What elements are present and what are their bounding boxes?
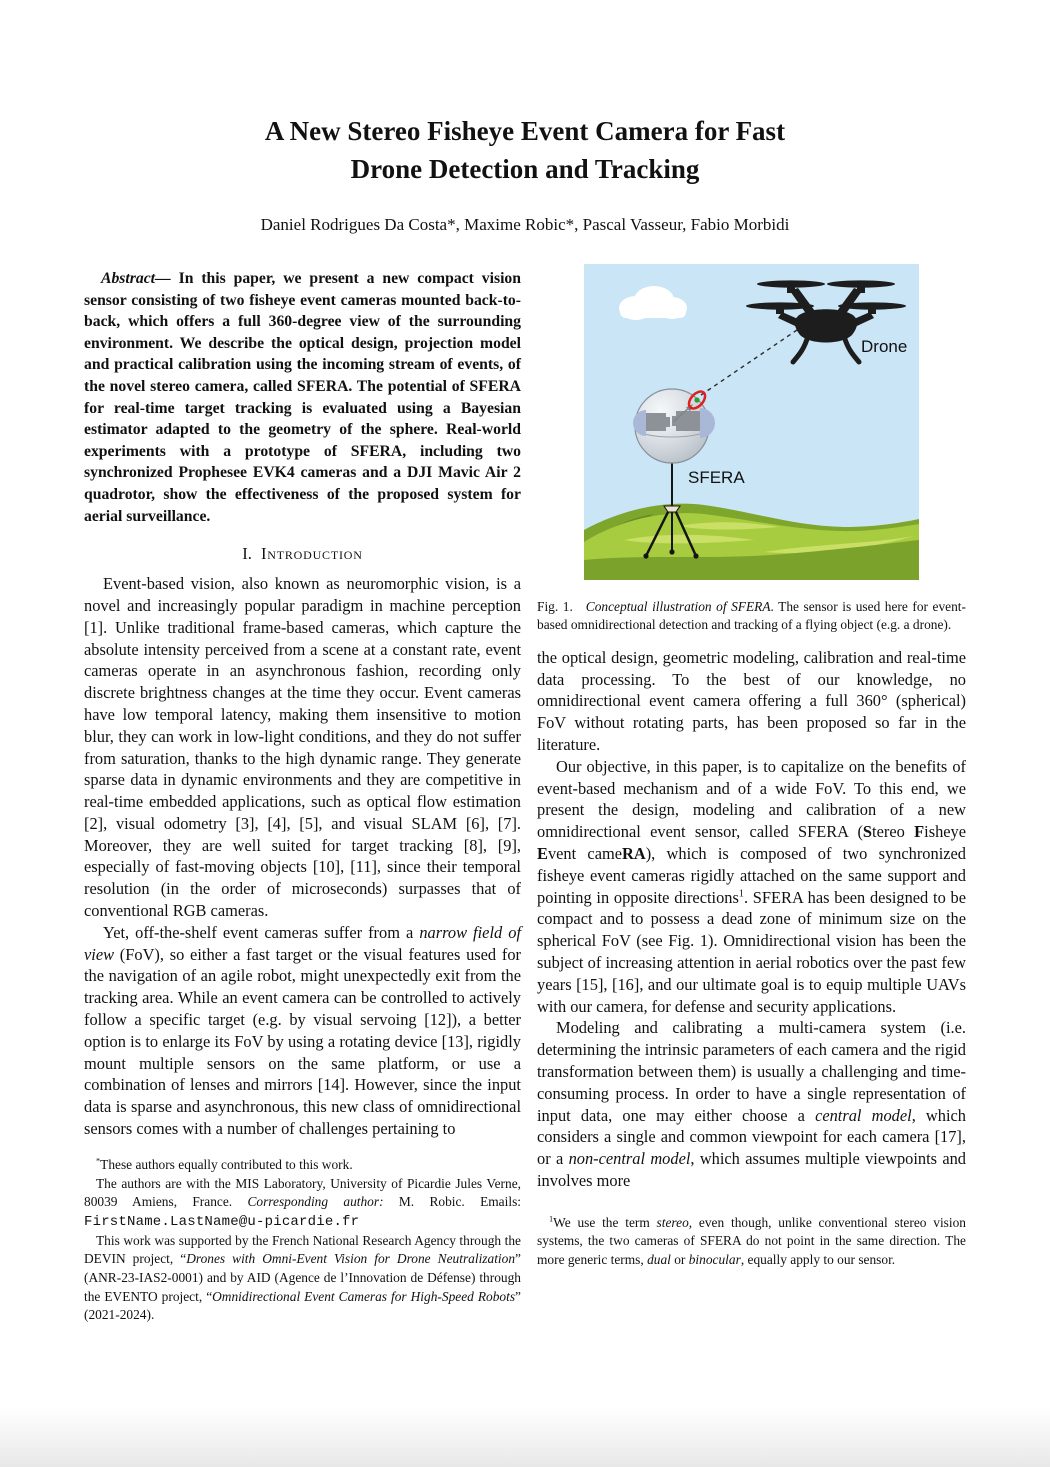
figure-1-illustration (584, 264, 919, 580)
sfera-label: SFERA (688, 468, 745, 487)
figure-caption-text: Conceptual illustration of SFERA. The sensor is used here for event-based omnidirectional detection and tracking of a flying object (e.g. a drone). (537, 599, 966, 632)
intro-paragraph-1: Event-based vision, also known as neuromorphic vision, is a novel and increasingly popular paradigm in machine perception [1]. Unlike traditional frame-based cameras, which capture the absolute intensity perceived from a scene at a constant rate, event cameras operate in an asynchronous fashion, recording only discrete brightness changes at the time they occur. Event cameras have low temporal latency, making them insensitive to motion blur, they can work in low-light conditions, and they do not suffer from saturation, thanks to the high dynamic range. They generate sparse data in dynamic environments and they are competitive in real-time embedded applications, such as optical flow estimation [2], visual odometry [3], [4], [5], and visual SLAM [6], [7]. Moreover, they are well suited for target tracking [8], [9], especially of fast-moving objects [10], [11], since their temporal resolution (in the order of microseconds) surpasses that of conventional RGB cameras. (84, 574, 521, 921)
event-blob-dot (694, 397, 699, 402)
figure-caption-label: Fig. 1. (537, 599, 573, 614)
authors-line: Daniel Rodrigues Da Costa*, Maxime Robic*, Pascal Vasseur, Fabio Morbidi (260, 215, 790, 234)
drone-label: Drone (861, 337, 908, 356)
abstract-text: In this paper, we present a new compact vision sensor consisting of two fisheye event cameras mounted back-to-back, which offers a full 360-degree view of the surrounding environment. We describe the optical design, projection model and practical calibration using the incoming stream of events, of the novel stereo camera, called SFERA. The potential of SFERA for real-time target tracking is evaluated using a Bayesian estimator adapted to the geometry of the sphere. Real-world experiments with a prototype of SFERA, including two synchronized Prophesee EVK4 cameras and a DJI Mavic Air 2 quadrotor, show the effectiveness of the proposed system for aerial surveillance. (84, 270, 521, 525)
abstract (84, 268, 521, 527)
paragraph-continuation: the optical design, geometric modeling, calibration and real-time data processing. To the best of our knowledge, no omnidirectional event camera offering a full 360° (spherical) FoV without rotating parts, has been proposed so far in the literature. (537, 647, 966, 754)
left-event-camera (646, 413, 666, 431)
section-number: I. (242, 544, 252, 564)
page-bottom-shadow (0, 1407, 1050, 1467)
section-heading-introduction (84, 544, 521, 564)
paper-body (0, 112, 1050, 1325)
right-column (537, 268, 966, 1325)
left-footnotes (84, 1156, 521, 1325)
stereo-term-footnote: $^1$We use the term stereo, even though, unlike conventional stereo vision systems, the two cameras of SFERA do not point in the same direction. The more generic terms, dual or binocular, equally apply to our sensor. (537, 1214, 966, 1268)
page-title (84, 112, 966, 188)
figure-1-caption (537, 598, 966, 634)
figure-1 (584, 264, 919, 580)
left-column (84, 268, 521, 1325)
right-event-camera (676, 411, 700, 431)
title-line-2: Drone Detection and Tracking (350, 154, 700, 184)
section-title: Introduction (260, 544, 363, 564)
footnote-affiliation: The authors are with the MIS Laboratory, University of Picardie Jules Verne, 80039 Amiens, France. Corresponding author: M. Robic. Emails: FirstName.LastName@u-picardie.fr (84, 1175, 521, 1230)
footnote-funding: This work was supported by the French National Research Agency through the DEVIN project, “Drones with Omni-Event Vision for Drone Neutralization” (ANR-23-IAS2-0001) and by AID (Agence de l’Innovation de Défense) through the EVENTO project, “Omnidirectional Event Cameras for High-Speed Robots” (2021-2024). (84, 1232, 521, 1323)
footnote-contribution: *These authors equally contributed to this work. (96, 1156, 353, 1172)
paragraph-modeling: Modeling and calibrating a multi-camera system (i.e. determining the intrinsic parameters of each camera and the rigid transformation between them) is usually a challenging and time-consuming process. In order to have a single representation of input data, one may either choose a central model, which considers a single and common viewpoint for each camera [17], or a non-central model, which assumes multiple viewpoints and involves more (537, 1018, 966, 1190)
paragraph-objective: Our objective, in this paper, is to capitalize on the benefits of event-based mechanism and of a wide FoV. To this end, we present the design, modeling and calibration of a new omnidirectional event sensor, called SFERA (Stereo Fisheye Event cameRA), which is composed of two synchronized fisheye event cameras rigidly attached on the same support and pointing in opposite directions$^1$. SFERA has been designed to be compact and to possess a dead zone of minimum size on the spherical FoV (see Fig. 1). Omnidirectional vision has been the subject of increasing attention in aerial robotics over the past few years [15], [16], and our ultimate goal is to equip multiple UAVs with our camera, for defense and security applications. (537, 756, 967, 1016)
two-column-layout (84, 268, 966, 1325)
abstract-label: Abstract— (101, 270, 179, 287)
title-line-1: A New Stereo Fisheye Event Camera for Fast (264, 116, 786, 146)
paper-page (0, 112, 1050, 1467)
intro-paragraph-2: Yet, off-the-shelf event cameras suffer from a narrow field of view (FoV), so either a fast target or the visual features used for the navigation of an agile robot, might unexpectedly exit from the tracking area. While an event camera can be controlled to actively follow a specific target (e.g. by visual servoing [12]), a better option is to enlarge its FoV by using a rotating device [13], rigidly mount multiple sensors on the same platform, or use a combination of lenses and mirrors [14]. However, since the input data is sparse and asynchronous, this new class of omnidirectional sensors comes with a number of challenges pertaining to (84, 922, 521, 1139)
